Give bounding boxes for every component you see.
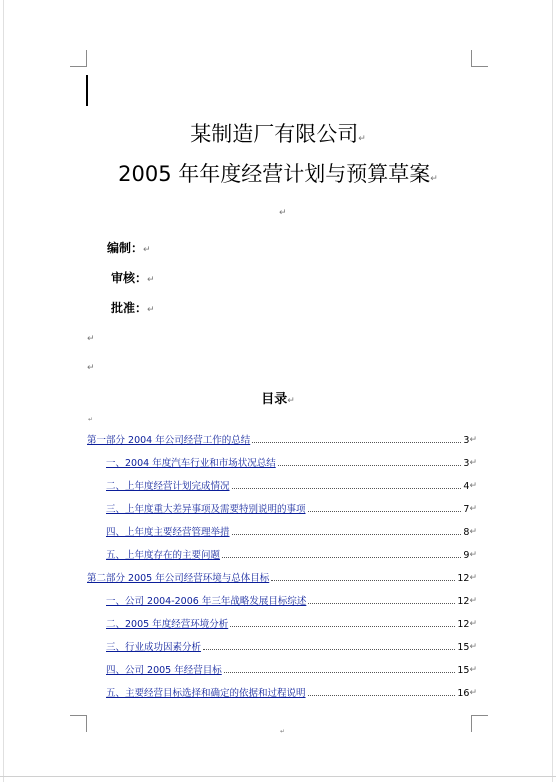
toc-entry-label[interactable]: 三、上年度重大差异事项及需要特别说明的事项 xyxy=(106,503,306,515)
toc-page-number: 15 xyxy=(457,641,470,653)
toc-leader-dots xyxy=(308,510,462,512)
paragraph-mark: ↵ xyxy=(469,665,477,675)
toc-leader-dots xyxy=(232,533,462,535)
toc-entry[interactable] xyxy=(87,569,477,583)
toc-entry-label[interactable]: 五、上年度存在的主要问题 xyxy=(106,549,221,561)
toc-leader-dots xyxy=(222,556,461,558)
toc-leader-dots xyxy=(230,625,455,627)
toc-heading xyxy=(0,388,556,407)
toc-entry[interactable] xyxy=(106,523,477,537)
paragraph-mark: ↵ xyxy=(147,275,155,285)
toc-page-number: 8 xyxy=(463,526,470,538)
toc-leader-dots xyxy=(203,648,455,650)
toc-entry[interactable] xyxy=(106,615,477,629)
reviewed-by-line[interactable] xyxy=(111,269,155,286)
toc-page-number: 16 xyxy=(457,687,470,699)
toc-entry[interactable] xyxy=(106,661,477,675)
empty-paragraph: ↵ xyxy=(87,334,95,344)
empty-paragraph: ↵ xyxy=(279,208,287,218)
toc-page-number: 7 xyxy=(463,503,470,515)
toc-entry[interactable] xyxy=(106,500,477,514)
toc-entry[interactable] xyxy=(106,638,477,652)
paragraph-mark: ↵ xyxy=(287,396,295,406)
toc-heading-text: 目录 xyxy=(261,392,288,407)
paragraph-mark: ↵ xyxy=(469,435,477,445)
paragraph-mark: ↵ xyxy=(147,305,155,315)
toc-entry-label[interactable]: 五、主要经营目标选择和确定的依据和过程说明 xyxy=(106,687,306,699)
toc-page-number: 15 xyxy=(457,664,470,676)
paragraph-mark: ↵ xyxy=(358,134,366,144)
toc-leader-dots xyxy=(271,579,455,581)
toc-entry[interactable] xyxy=(106,684,477,698)
page-bottom-edge xyxy=(0,776,556,777)
crop-mark-top-left xyxy=(70,50,87,67)
empty-paragraph: ↵ xyxy=(280,728,286,735)
toc-entry-label[interactable]: 一、公司 2004-2006 年三年战略发展目标综述 xyxy=(106,595,307,607)
toc-entry-label[interactable]: 四、上年度主要经营管理举措 xyxy=(106,526,230,538)
approved-by-line[interactable] xyxy=(111,299,155,316)
paragraph-mark: ↵ xyxy=(430,174,438,184)
paragraph-mark: ↵ xyxy=(469,458,477,468)
paragraph-mark: ↵ xyxy=(469,527,477,537)
empty-paragraph: ↵ xyxy=(88,416,94,423)
paragraph-mark: ↵ xyxy=(469,596,477,606)
paragraph-mark: ↵ xyxy=(469,481,477,491)
toc-entry[interactable] xyxy=(106,546,477,560)
toc-entry-label[interactable]: 四、公司 2005 年经营目标 xyxy=(106,664,222,676)
paragraph-mark: ↵ xyxy=(469,642,477,652)
toc-page-number: 12 xyxy=(457,572,470,584)
toc-page-number: 4 xyxy=(463,480,470,492)
plan-title xyxy=(0,164,556,185)
paragraph-mark: ↵ xyxy=(469,573,477,583)
toc-entry-label[interactable]: 二、2005 年度经营环境分析 xyxy=(106,618,229,630)
toc-entry-label[interactable]: 第一部分 2004 年公司经营工作的总结 xyxy=(87,434,251,446)
toc-entry-label[interactable]: 二、上年度经营计划完成情况 xyxy=(106,480,230,492)
toc-entry-label[interactable]: 一、2004 年度汽车行业和市场状况总结 xyxy=(106,457,276,469)
toc-page-number: 12 xyxy=(457,618,470,630)
toc-entry[interactable] xyxy=(106,454,477,468)
paragraph-mark: ↵ xyxy=(469,504,477,514)
toc-entry-label[interactable]: 三、行业成功因素分析 xyxy=(106,641,202,653)
toc-leader-dots xyxy=(308,602,455,604)
toc-entry[interactable] xyxy=(106,477,477,491)
toc-entry-label[interactable]: 第二部分 2005 年公司经营环境与总体目标 xyxy=(87,572,270,584)
toc-leader-dots xyxy=(232,487,462,489)
toc-leader-dots xyxy=(252,441,461,443)
paragraph-mark: ↵ xyxy=(469,619,477,629)
plan-title-text: 2005 年年度经营计划与预算草案 xyxy=(118,162,431,186)
toc-page-number: 3 xyxy=(463,457,470,469)
paragraph-mark: ↵ xyxy=(469,550,477,560)
toc-page-number: 3 xyxy=(463,434,470,446)
reviewed-by-label: 审核： xyxy=(111,271,148,285)
toc-leader-dots xyxy=(278,464,462,466)
approved-by-label: 批准： xyxy=(111,301,148,315)
toc-page-number: 9 xyxy=(463,549,470,561)
compiled-by-line[interactable] xyxy=(107,239,151,256)
toc-entry[interactable] xyxy=(106,592,477,606)
toc-leader-dots xyxy=(224,671,456,673)
toc-entry[interactable] xyxy=(87,431,477,445)
empty-paragraph: ↵ xyxy=(87,363,95,373)
paragraph-mark: ↵ xyxy=(143,245,151,255)
company-name: 某制造厂有限公司 xyxy=(190,122,359,146)
compiled-by-label: 编制： xyxy=(107,241,144,255)
company-title xyxy=(0,124,556,145)
text-cursor xyxy=(86,75,88,106)
toc-page-number: 12 xyxy=(457,595,470,607)
toc-leader-dots xyxy=(308,694,456,696)
crop-mark-top-right xyxy=(471,50,488,67)
crop-mark-bottom-right xyxy=(471,715,488,732)
paragraph-mark: ↵ xyxy=(469,688,477,698)
crop-mark-bottom-left xyxy=(70,715,87,732)
